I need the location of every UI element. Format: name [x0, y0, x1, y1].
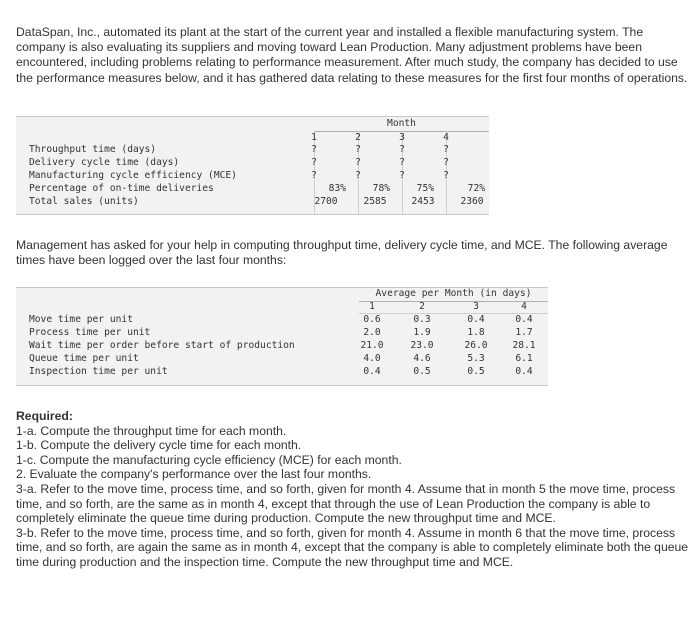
row-label: Delivery cycle time (days): [29, 157, 180, 168]
intro-paragraph: DataSpan, Inc., automated its plant at the start of the current year and installed a flexible manufacturing system. The company is also evaluating its suppliers and moving toward Lean Production. Many adjustment problems have been encountered, including problems relating to performance measurement. After much study, the company has decided to use the performance measures below, and it has gathered data relating to these measures for the first four months of operations.: [16, 25, 688, 85]
cell: 2453: [411, 196, 435, 207]
cell: 83%: [328, 183, 346, 194]
cell: 1.7: [515, 327, 533, 338]
cell: 26.0: [464, 340, 488, 351]
cell: ?: [399, 170, 405, 181]
cell: 0.5: [467, 366, 485, 377]
cell: ?: [443, 157, 449, 168]
cell: 1.9: [413, 327, 431, 338]
required-item: 1-b. Compute the delivery cycle time for each month.: [16, 438, 302, 453]
month-label: 3: [473, 301, 479, 312]
cell: ?: [355, 144, 361, 155]
cell: 78%: [372, 183, 390, 194]
cell: 2360: [460, 196, 484, 207]
average-times-table: [16, 287, 548, 386]
cell: 1.8: [467, 327, 485, 338]
cell: 4.0: [363, 353, 381, 364]
month-label: 4: [443, 132, 449, 143]
row-label: Percentage of on-time deliveries: [29, 183, 214, 194]
average-header: Average per Month (in days): [375, 288, 532, 299]
required-item: 1-c. Compute the manufacturing cycle efficiency (MCE) for each month.: [16, 452, 402, 467]
cell: 0.4: [467, 314, 485, 325]
month-label: 1: [311, 132, 317, 143]
required-section: [16, 409, 692, 570]
cell: ?: [311, 157, 317, 168]
month-label: 1: [369, 301, 375, 312]
cell: 21.0: [360, 340, 384, 351]
cell: ?: [355, 157, 361, 168]
row-label: Move time per unit: [29, 314, 133, 325]
cell: 4.6: [413, 353, 431, 364]
required-title: Required:: [16, 409, 73, 423]
cell: 5.3: [467, 353, 485, 364]
cell: ?: [355, 170, 361, 181]
cell: 0.3: [413, 314, 431, 325]
row-label: Total sales (units): [29, 196, 139, 207]
cell: ?: [399, 144, 405, 155]
required-item: 2. Evaluate the company's performance over the last four months.: [16, 467, 372, 482]
month-label: 2: [355, 132, 361, 143]
cell: 2.0: [363, 327, 381, 338]
cell: ?: [311, 170, 317, 181]
cell: 2700: [314, 196, 338, 207]
month-header: Month: [387, 118, 416, 129]
row-label: Wait time per order before start of production: [29, 340, 295, 351]
row-label: Throughput time (days): [29, 144, 157, 155]
cell: 0.4: [363, 366, 381, 377]
cell: ?: [443, 170, 449, 181]
month-label: 2: [419, 301, 425, 312]
cell: 23.0: [410, 340, 434, 351]
cell: 0.5: [413, 366, 431, 377]
row-label: Manufacturing cycle efficiency (MCE): [29, 170, 237, 181]
cell: 28.1: [512, 340, 536, 351]
management-paragraph: Management has asked for your help in computing throughput time, delivery cycle time, and MCE. The following average times have been logged over the last four months:: [16, 238, 668, 268]
cell: 72%: [467, 183, 485, 194]
row-label: Process time per unit: [29, 327, 151, 338]
cell: 2585: [363, 196, 387, 207]
required-item: 3-a. Refer to the move time, process time, and so forth, given for month 4. Assume that in month 5 the move time, process time, and so forth, are the same as in month 4, except that through the use of Lean Production the company is able to completely eliminate the queue time during production. Compute the new throughput time and MCE.: [16, 481, 676, 526]
required-item: 3-b. Refer to the move time, process time, and so forth, given for month 4. Assume in month 6 that the move time, process time, and so forth, are again the same as in month 4, except that the company is able to completely eliminate both the queue time during production and the inspection time. Compute the new throughput time and MCE.: [16, 525, 689, 569]
cell: 0.4: [515, 366, 533, 377]
month-label: 4: [521, 301, 527, 312]
row-label: Queue time per unit: [29, 353, 139, 364]
cell: ?: [311, 144, 317, 155]
required-item: 1-a. Compute the throughput time for each month.: [16, 423, 287, 438]
cell: 6.1: [515, 353, 533, 364]
cell: 75%: [416, 183, 434, 194]
cell: 0.4: [515, 314, 533, 325]
cell: ?: [443, 144, 449, 155]
performance-measures-table: [16, 116, 489, 215]
cell: 0.6: [363, 314, 381, 325]
cell: ?: [399, 157, 405, 168]
month-label: 3: [399, 132, 405, 143]
row-label: Inspection time per unit: [29, 366, 168, 377]
